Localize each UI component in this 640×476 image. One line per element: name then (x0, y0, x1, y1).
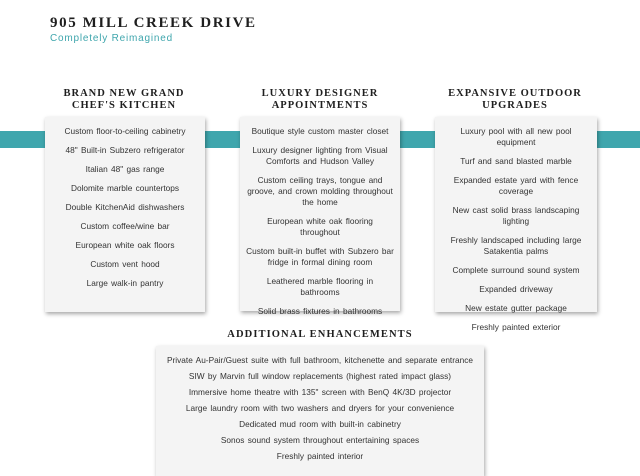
outdoor-item: Turf and sand blasted marble (460, 156, 572, 166)
outdoor-item: New cast solid brass landscaping lighting (452, 205, 580, 226)
luxury-item: European white oak flooring throughout (267, 216, 373, 237)
kitchen-title-line: BRAND NEW GRAND (63, 88, 185, 99)
kitchen-item: European white oak floors (75, 240, 175, 250)
outdoor-section-title (425, 88, 605, 112)
additional-item: Private Au-Pair/Guest suite with full bathroom, kitchenette and separate entrance (166, 355, 473, 365)
outdoor-item: Expanded estate yard with fence coverage (453, 175, 579, 196)
additional-item: Dedicated mud room with built-in cabinetry (239, 419, 401, 429)
additional-card (156, 346, 484, 476)
additional-item: Sonos sound system throughout entertaining spaces (220, 435, 420, 445)
outdoor-item: Complete surround sound system (452, 265, 580, 275)
luxury-card (240, 117, 400, 316)
luxury-item: Custom ceiling trays, tongue and groove, and crown molding throughout the home (247, 175, 393, 207)
kitchen-title-line: CHEF'S KITCHEN (71, 100, 177, 111)
kitchen-item: Large walk-in pantry (86, 278, 164, 288)
kitchen-item: Custom coffee/wine bar (80, 221, 170, 231)
kitchen-item: Double KitchenAid dishwashers (65, 202, 185, 212)
outdoor-item: Freshly painted exterior (471, 322, 561, 332)
luxury-section-title (230, 88, 410, 112)
outdoor-item: New estate gutter package (465, 303, 567, 313)
luxury-item: Custom built-in buffet with Subzero bar fridge in formal dining room (246, 246, 394, 267)
additional-item: Large laundry room with two washers and dryers for your convenience (185, 403, 455, 413)
outdoor-item: Freshly landscaped including large Satakentia palms (450, 235, 582, 256)
kitchen-item: Dolomite marble countertops (70, 183, 180, 193)
additional-section-title: ADDITIONAL ENHANCEMENTS (227, 329, 413, 340)
outdoor-item: Expanded driveway (479, 284, 553, 294)
outdoor-item: Luxury pool with all new pool equipment (460, 126, 572, 147)
outdoor-card (435, 117, 597, 332)
property-address: 905 MILL CREEK DRIVE (50, 15, 257, 31)
luxury-item: Boutique style custom master closet (251, 126, 389, 136)
kitchen-item: 48" Built-in Subzero refrigerator (65, 145, 185, 155)
kitchen-item: Custom vent hood (90, 259, 160, 269)
luxury-title-line: LUXURY DESIGNER (261, 88, 379, 99)
luxury-item: Leathered marble flooring in bathrooms (266, 276, 374, 297)
kitchen-item: Custom floor-to-ceiling cabinetry (64, 126, 186, 136)
luxury-item: Solid brass fixtures in bathrooms (257, 306, 383, 316)
kitchen-item: Italian 48" gas range (85, 164, 165, 174)
outdoor-title-line: UPGRADES (482, 100, 548, 111)
kitchen-section-title (34, 88, 214, 112)
kitchen-card (45, 117, 205, 312)
additional-item: Freshly painted interior (276, 451, 364, 461)
luxury-title-line: APPOINTMENTS (271, 100, 369, 111)
additional-item: Immersive home theatre with 135" screen with BenQ 4K/3D projector (188, 387, 452, 397)
property-subtitle: Completely Reimagined (50, 33, 173, 44)
luxury-item: Luxury designer lighting from Visual Comforts and Hudson Valley (252, 145, 388, 166)
outdoor-title-line: EXPANSIVE OUTDOOR (448, 88, 582, 99)
additional-item: SIW by Marvin full window replacements (highest rated impact glass) (188, 371, 452, 381)
page-header (50, 14, 257, 45)
